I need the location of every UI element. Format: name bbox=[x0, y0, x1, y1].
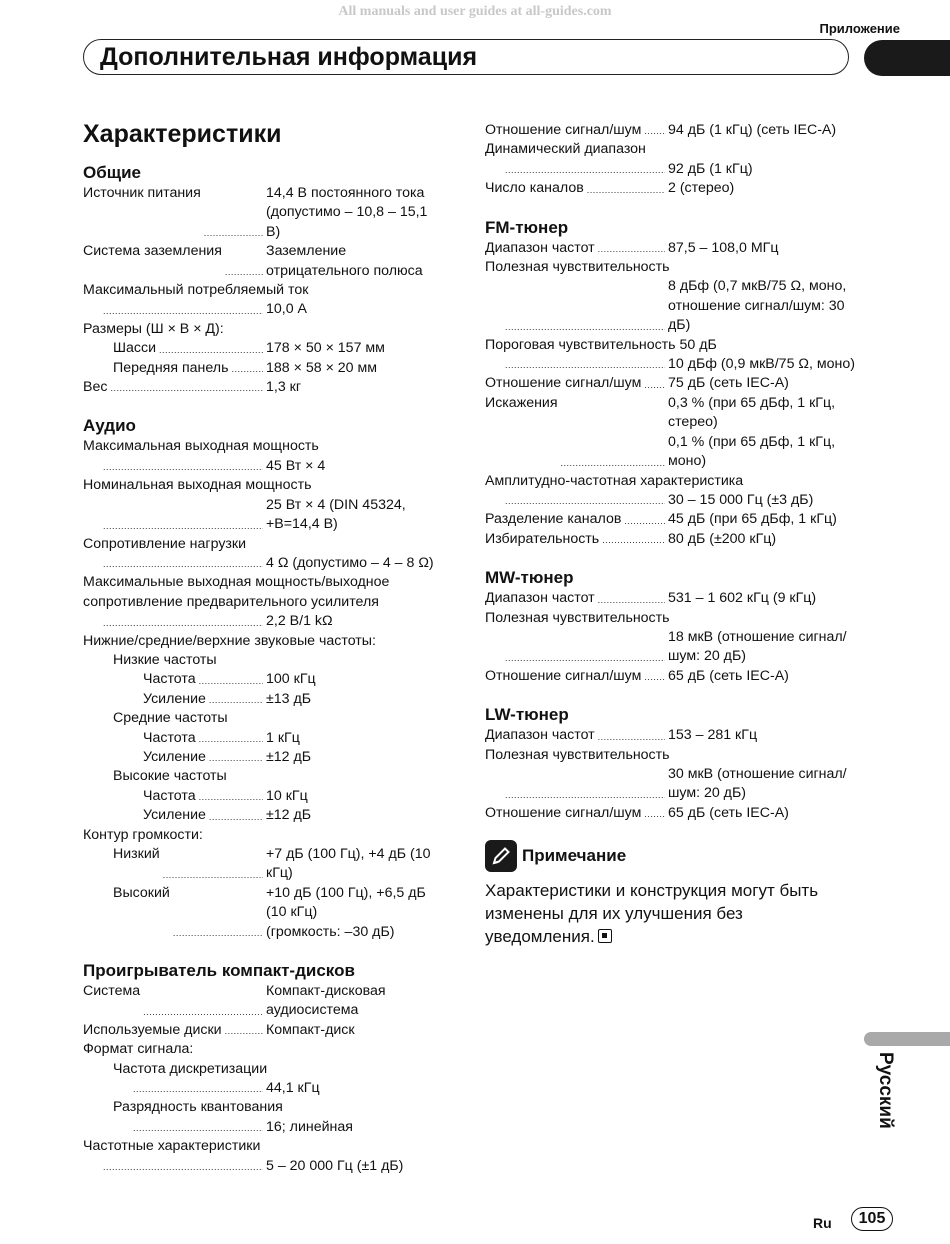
spec-value: 92 дБ (1 кГц) bbox=[668, 160, 753, 177]
cd-section-continued bbox=[485, 121, 855, 199]
spec-label: Частотные характеристики bbox=[83, 1138, 261, 1155]
spec-label: Вес bbox=[83, 379, 108, 396]
chapter-title: Дополнительная информация bbox=[100, 43, 478, 71]
end-mark-icon bbox=[598, 929, 612, 943]
pencil-note-icon bbox=[485, 840, 517, 872]
spec-row bbox=[83, 242, 443, 281]
spec-value: +10 дБ (100 Гц), +6,5 дБ (10 кГц) bbox=[266, 884, 426, 921]
spec-row bbox=[485, 589, 855, 608]
spec-label: Усиление bbox=[143, 807, 206, 824]
spec-label: Отношение сигнал/шум bbox=[485, 804, 642, 821]
spec-label: Низкий bbox=[113, 846, 160, 862]
spec-label: Число каналов bbox=[485, 180, 584, 197]
spec-row bbox=[83, 884, 443, 942]
footer-language: Ru bbox=[813, 1215, 832, 1231]
spec-label: Максимальные выходная мощность/выходное сопротивление предварительного усилителя bbox=[83, 574, 390, 610]
spec-row bbox=[83, 729, 443, 748]
spec-value: 1 кГц bbox=[266, 729, 300, 746]
section-label: Приложение bbox=[819, 21, 900, 36]
spec-row bbox=[83, 787, 443, 806]
spec-row bbox=[83, 359, 443, 378]
spec-value: 94 дБ (1 кГц) (сеть IEC-A) bbox=[668, 122, 837, 138]
spec-value: Компакт-диск bbox=[266, 1021, 355, 1038]
page-title: Характеристики bbox=[83, 120, 282, 148]
spec-label: Диапазон частот bbox=[485, 590, 595, 607]
spec-label: Разделение каналов bbox=[485, 511, 622, 528]
spec-value: 87,5 – 108,0 МГц bbox=[668, 239, 779, 256]
spec-row bbox=[485, 179, 855, 198]
spec-label: Источник питания bbox=[83, 185, 201, 201]
mw-section bbox=[485, 566, 855, 686]
spec-value: 25 Вт × 4 (DIN 45324, +B=14,4 В) bbox=[266, 496, 406, 533]
spec-value: 65 дБ (сеть IEC-A) bbox=[668, 804, 789, 821]
spec-row bbox=[485, 121, 855, 140]
spec-label: Усиление bbox=[143, 748, 206, 765]
spec-label: Средние частоты bbox=[113, 710, 228, 727]
spec-label: Пороговая чувствительность 50 дБ bbox=[485, 336, 717, 353]
spec-label: Отношение сигнал/шум bbox=[485, 122, 642, 138]
spec-label: Высокие частоты bbox=[113, 768, 227, 785]
spec-value: 100 кГц bbox=[266, 671, 316, 688]
lw-section bbox=[485, 703, 855, 823]
spec-label: Частота bbox=[143, 671, 196, 688]
spec-label: Диапазон частот bbox=[485, 239, 595, 256]
spec-value: 0,3 % (при 65 дБф, 1 кГц, стерео) bbox=[668, 394, 836, 431]
spec-row bbox=[83, 378, 443, 397]
spec-value: 178 × 50 × 157 мм bbox=[266, 340, 385, 357]
language-tab bbox=[870, 1052, 900, 1142]
watermark: All manuals and user guides at all-guides.com bbox=[338, 4, 612, 19]
spec-label: Система заземления bbox=[83, 243, 222, 260]
spec-label: Полезная чувствительность bbox=[485, 746, 670, 763]
spec-row bbox=[83, 670, 443, 689]
spec-value: 30 – 15 000 Гц (±3 дБ) bbox=[668, 491, 814, 508]
spec-row bbox=[83, 339, 443, 358]
spec-row bbox=[485, 765, 855, 804]
general-heading: Общие bbox=[83, 163, 141, 182]
fm-section bbox=[485, 216, 855, 550]
spec-value: ±13 дБ bbox=[266, 690, 312, 707]
spec-label: Избирательность bbox=[485, 530, 600, 547]
spec-value: Компакт-дисковая аудиосистема bbox=[266, 983, 386, 1019]
spec-row bbox=[485, 277, 855, 335]
spec-label: Диапазон частот bbox=[485, 727, 595, 744]
spec-value: 16; линейная bbox=[266, 1118, 353, 1135]
spec-value: 4 Ω (допустимо – 4 – 8 Ω) bbox=[266, 554, 434, 571]
spec-label: Используемые диски bbox=[83, 1021, 222, 1038]
spec-row bbox=[485, 667, 855, 686]
spec-label: Полезная чувствительность bbox=[485, 259, 670, 276]
right-column bbox=[485, 121, 855, 948]
spec-value: 45 Вт × 4 bbox=[266, 457, 326, 474]
spec-value: 75 дБ (сеть IEC-A) bbox=[668, 375, 789, 392]
spec-row bbox=[485, 394, 855, 472]
spec-row bbox=[83, 457, 443, 476]
spec-label: Частота дискретизации bbox=[113, 1060, 268, 1077]
spec-value: 8 дБф (0,7 мкВ/75 Ω, моно, отношение сигнал/шум: 30 дБ) bbox=[668, 278, 847, 334]
cd-heading: Проигрыватель компакт-дисков bbox=[83, 961, 355, 981]
spec-row bbox=[485, 530, 855, 549]
spec-row bbox=[485, 355, 855, 374]
spec-label: Динамический диапазон bbox=[485, 141, 646, 158]
spec-label: Передняя панель bbox=[113, 359, 229, 376]
spec-label: Номинальная выходная мощность bbox=[83, 477, 312, 494]
spec-value: 5 – 20 000 Гц (±1 дБ) bbox=[266, 1157, 404, 1174]
spec-value: 10,0 А bbox=[266, 301, 308, 318]
spec-label: Формат сигнала: bbox=[83, 1041, 194, 1058]
spec-label: Контур громкости: bbox=[83, 826, 203, 843]
page-number: 105 bbox=[851, 1207, 893, 1231]
spec-value: Заземление отрицательного полюса bbox=[266, 243, 423, 279]
spec-label: Полезная чувствительность bbox=[485, 609, 670, 626]
spec-value: (громкость: –30 дБ) bbox=[266, 923, 395, 940]
spec-row bbox=[83, 690, 443, 709]
spec-value: 80 дБ (±200 кГц) bbox=[668, 530, 777, 547]
spec-row bbox=[485, 160, 855, 179]
spec-label: Частота bbox=[143, 787, 196, 804]
spec-value: 2,2 В/1 kΩ bbox=[266, 613, 333, 630]
audio-section bbox=[83, 414, 443, 942]
fm-heading: FM-тюнер bbox=[485, 217, 569, 237]
general-section bbox=[83, 161, 443, 397]
spec-row bbox=[485, 510, 855, 529]
spec-value: 188 × 58 × 20 мм bbox=[266, 359, 378, 376]
spec-row bbox=[83, 1118, 443, 1137]
mw-heading: MW-тюнер bbox=[485, 568, 574, 588]
cd-section bbox=[83, 959, 443, 1176]
spec-label: Максимальная выходная мощность bbox=[83, 438, 319, 455]
spec-row bbox=[83, 1079, 443, 1098]
spec-value: 30 мкВ (отношение сигнал/шум: 20 дБ) bbox=[668, 765, 847, 802]
spec-value: +7 дБ (100 Гц), +4 дБ (10 кГц) bbox=[266, 846, 431, 882]
spec-row bbox=[83, 806, 443, 825]
spec-row bbox=[485, 239, 855, 258]
spec-row bbox=[83, 748, 443, 767]
note-box bbox=[485, 840, 855, 948]
spec-row bbox=[83, 496, 443, 535]
spec-row bbox=[485, 374, 855, 393]
spec-value: 44,1 кГц bbox=[266, 1080, 320, 1097]
spec-label: Максимальный потребляемый ток bbox=[83, 282, 309, 299]
note-text: Характеристики и конструкция могут быть изменены для их улучшения без уведомления. bbox=[485, 881, 819, 947]
spec-row bbox=[485, 726, 855, 745]
spec-label: Усиление bbox=[143, 690, 206, 707]
spec-value: 531 – 1 602 кГц (9 кГц) bbox=[668, 590, 817, 607]
spec-value: 65 дБ (сеть IEC-A) bbox=[668, 667, 789, 684]
spec-value: 153 – 281 кГц bbox=[668, 727, 758, 744]
spec-value: ±12 дБ bbox=[266, 748, 312, 765]
spec-row bbox=[485, 628, 855, 667]
spec-label: Отношение сигнал/шум bbox=[485, 667, 642, 684]
note-header bbox=[485, 840, 855, 872]
spec-label: Высокий bbox=[113, 884, 170, 901]
spec-label: Размеры (Ш × В × Д): bbox=[83, 320, 224, 337]
spec-value: 45 дБ (при 65 дБф, 1 кГц) bbox=[668, 511, 837, 528]
spec-row bbox=[83, 612, 443, 631]
spec-value: 10 дБф (0,9 мкВ/75 Ω, моно) bbox=[668, 356, 855, 373]
audio-heading: Аудио bbox=[83, 416, 136, 436]
spec-row bbox=[83, 184, 443, 242]
spec-row bbox=[485, 491, 855, 510]
language-label: Русский bbox=[875, 1052, 896, 1129]
spec-label: Амплитудно-частотная характеристика bbox=[485, 472, 744, 489]
spec-label: Искажения bbox=[485, 394, 558, 411]
spec-row bbox=[83, 982, 443, 1021]
note-title: Примечание bbox=[522, 846, 627, 866]
spec-label: Частота bbox=[143, 729, 196, 746]
chapter-tab bbox=[864, 40, 950, 76]
spec-label: Отношение сигнал/шум bbox=[485, 375, 642, 392]
chapter-banner bbox=[83, 39, 849, 75]
left-column bbox=[83, 118, 443, 1193]
spec-label: Нижние/средние/верхние звуковые частоты: bbox=[83, 632, 376, 649]
spec-value: 10 кГц bbox=[266, 787, 308, 804]
spec-row bbox=[83, 845, 443, 884]
spec-row bbox=[485, 804, 855, 823]
spec-row bbox=[83, 1157, 443, 1176]
spec-label: Низкие частоты bbox=[113, 651, 217, 668]
spec-label: Разрядность квантования bbox=[113, 1099, 283, 1116]
spec-value: 2 (стерео) bbox=[668, 180, 735, 197]
spec-row bbox=[83, 1021, 443, 1040]
spec-value: 0,1 % (при 65 дБф, 1 кГц, моно) bbox=[668, 433, 836, 470]
spec-label: Шасси bbox=[113, 340, 157, 357]
spec-value: 1,3 кг bbox=[266, 379, 302, 396]
spec-row bbox=[83, 554, 443, 573]
spec-value: 18 мкВ (отношение сигнал/шум: 20 дБ) bbox=[668, 628, 847, 665]
spec-label: Сопротивление нагрузки bbox=[83, 535, 247, 552]
lw-heading: LW-тюнер bbox=[485, 705, 569, 725]
spec-label: Система bbox=[83, 983, 141, 1000]
language-tab-bar bbox=[864, 1032, 950, 1046]
spec-row bbox=[83, 300, 443, 319]
spec-value: 14,4 В постоянного тока (допустимо – 10,8 – 15,1 В) bbox=[266, 185, 428, 240]
spec-value: ±12 дБ bbox=[266, 807, 312, 824]
